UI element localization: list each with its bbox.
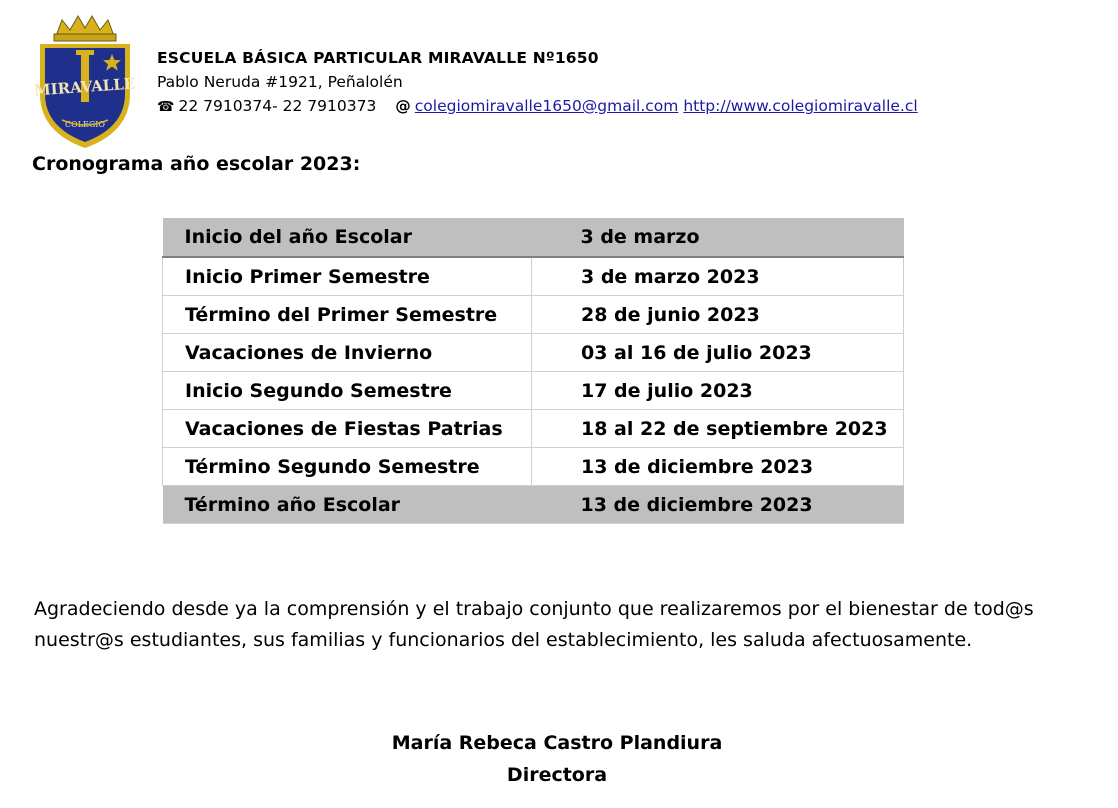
table-row: [163, 257, 904, 296]
phone-icon: ☎: [157, 99, 175, 115]
event-cell: Inicio Segundo Semestre: [163, 372, 532, 410]
schedule-table: [162, 218, 904, 524]
closing-paragraph: Agradeciendo desde ya la comprensión y el trabajo conjunto que realizaremos por el bienestar de tod@s nuestr@s estudiantes, sus familias y funcionarios del establecimiento, les saluda afectuosamente.: [34, 598, 1034, 651]
signer-name: María Rebeca Castro Plandiura: [391, 732, 723, 754]
table-row: [163, 296, 904, 334]
table-row: [163, 486, 904, 524]
event-cell: Término Segundo Semestre: [163, 448, 532, 486]
page-title: Cronograma año escolar 2023:: [32, 153, 361, 175]
table-row: [163, 372, 904, 410]
event-cell: Inicio del año Escolar: [163, 218, 532, 257]
logo-text: MIRAVALLE: [33, 74, 136, 100]
event-cell: Término del Primer Semestre: [163, 296, 532, 334]
website-link[interactable]: http://www.colegiomiravalle.cl: [683, 97, 918, 115]
date-cell: 13 de diciembre 2023: [532, 486, 904, 524]
date-cell: 17 de julio 2023: [532, 372, 904, 410]
date-cell: 28 de junio 2023: [532, 296, 904, 334]
date-cell: 18 al 22 de septiembre 2023: [532, 410, 904, 448]
date-cell: 3 de marzo 2023: [532, 257, 904, 296]
date-cell: 3 de marzo: [532, 218, 904, 257]
school-crest-logo: [32, 14, 138, 150]
table-row: [163, 218, 904, 257]
logo-subtext: COLEGIO: [65, 120, 105, 129]
contact-line: [157, 94, 918, 119]
date-cell: 03 al 16 de julio 2023: [532, 334, 904, 372]
letterhead: [157, 46, 918, 119]
signature-block: [0, 727, 1118, 791]
email-link[interactable]: colegiomiravalle1650@gmail.com: [414, 97, 679, 115]
table-row: [163, 334, 904, 372]
event-cell: Término año Escolar: [163, 486, 532, 524]
email-at-icon: @: [395, 97, 411, 115]
table-row: [163, 410, 904, 448]
event-cell: Vacaciones de Fiestas Patrias: [163, 410, 532, 448]
school-name: ESCUELA BÁSICA PARTICULAR MIRAVALLE Nº1650: [157, 49, 599, 67]
school-address: Pablo Neruda #1921, Peñalolén: [157, 73, 403, 91]
signer-role: Directora: [506, 764, 608, 786]
event-cell: Vacaciones de Invierno: [163, 334, 532, 372]
table-row: [163, 448, 904, 486]
date-cell: 13 de diciembre 2023: [532, 448, 904, 486]
event-cell: Inicio Primer Semestre: [163, 257, 532, 296]
phone-numbers: 22 7910374- 22 7910373: [178, 97, 377, 115]
